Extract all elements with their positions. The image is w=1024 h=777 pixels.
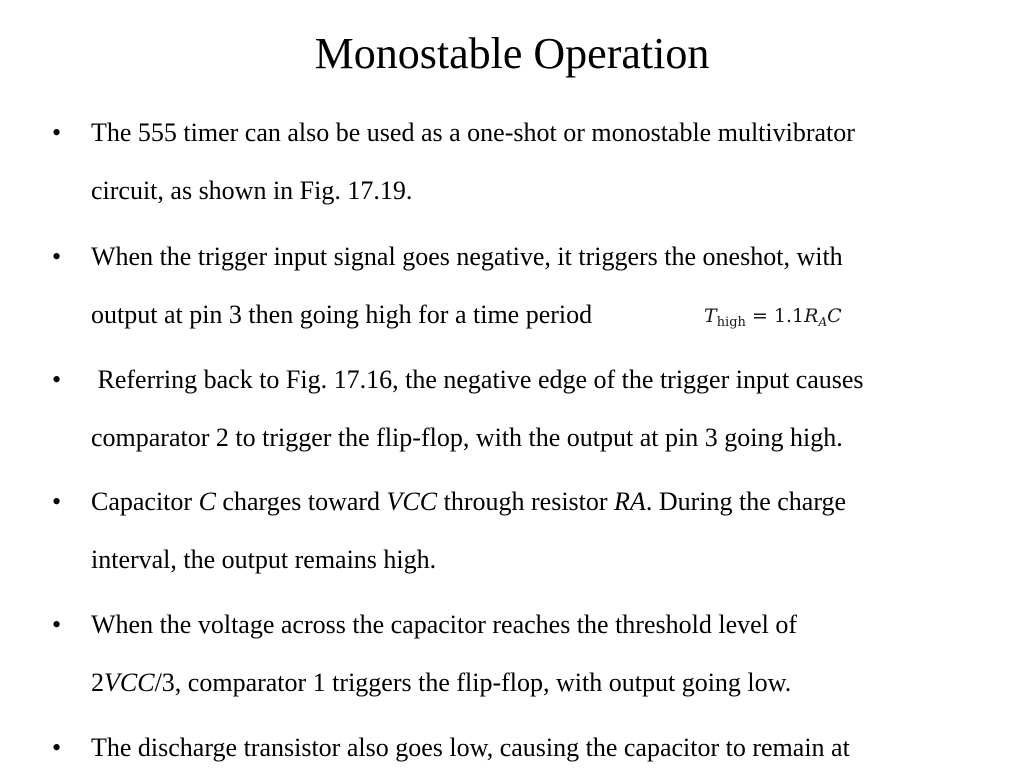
bullet-3-line-2: comparator 2 to trigger the flip-flop, with the output at pin 3 going high. bbox=[91, 423, 843, 452]
formula-r: R bbox=[804, 305, 819, 327]
bullet-dot: • bbox=[52, 118, 62, 147]
bullet-6-line-1: The discharge transistor also goes low, causing the capacitor to remain at bbox=[91, 733, 850, 762]
bullet-1-line-2: circuit, as shown in Fig. 17.19. bbox=[91, 176, 413, 205]
bullet-2-line-2: output at pin 3 then going high for a time period bbox=[91, 300, 593, 329]
text-run: 2 bbox=[91, 668, 104, 697]
formula-sub-high: high bbox=[716, 315, 746, 330]
bullet-5-line-2 bbox=[91, 654, 791, 712]
text-run-italic: VCC bbox=[104, 668, 155, 697]
text-run-italic: C bbox=[198, 487, 216, 516]
formula-c: C bbox=[827, 305, 842, 327]
text-run: charges toward bbox=[215, 487, 387, 516]
text-run: Capacitor bbox=[91, 487, 199, 516]
bullet-dot: • bbox=[52, 242, 62, 271]
bullet-dot: • bbox=[52, 365, 62, 394]
formula-t: T bbox=[704, 305, 717, 327]
formula-sub-a: A bbox=[818, 315, 828, 329]
bullet-3-line-1: Referring back to Fig. 17.16, the negative edge of the trigger input causes bbox=[91, 365, 864, 394]
text-run: . During the charge bbox=[645, 487, 847, 516]
bullet-dot: • bbox=[52, 733, 62, 762]
bullet-2-line-1: When the trigger input signal goes negative, it triggers the oneshot, with bbox=[91, 242, 843, 271]
bullet-5-line-1: When the voltage across the capacitor reaches the threshold level of bbox=[91, 610, 798, 639]
bullet-4-line-2: interval, the output remains high. bbox=[91, 545, 437, 574]
time-period-formula bbox=[704, 304, 842, 335]
slide-title: Monostable Operation bbox=[314, 29, 710, 78]
bullet-1-line-1: The 555 timer can also be used as a one-shot or monostable multivibrator bbox=[91, 118, 855, 147]
bullet-dot: • bbox=[52, 487, 62, 516]
text-run: through resistor bbox=[437, 487, 615, 516]
bullet-dot: • bbox=[52, 610, 62, 639]
text-run: /3, comparator 1 triggers the flip-flop, with output going low. bbox=[154, 668, 792, 697]
text-run-italic: VCC bbox=[386, 487, 438, 516]
text-run-italic: RA bbox=[614, 487, 646, 516]
bullet-4-line-1 bbox=[91, 473, 846, 531]
formula-equals: = 1.1 bbox=[745, 305, 805, 327]
